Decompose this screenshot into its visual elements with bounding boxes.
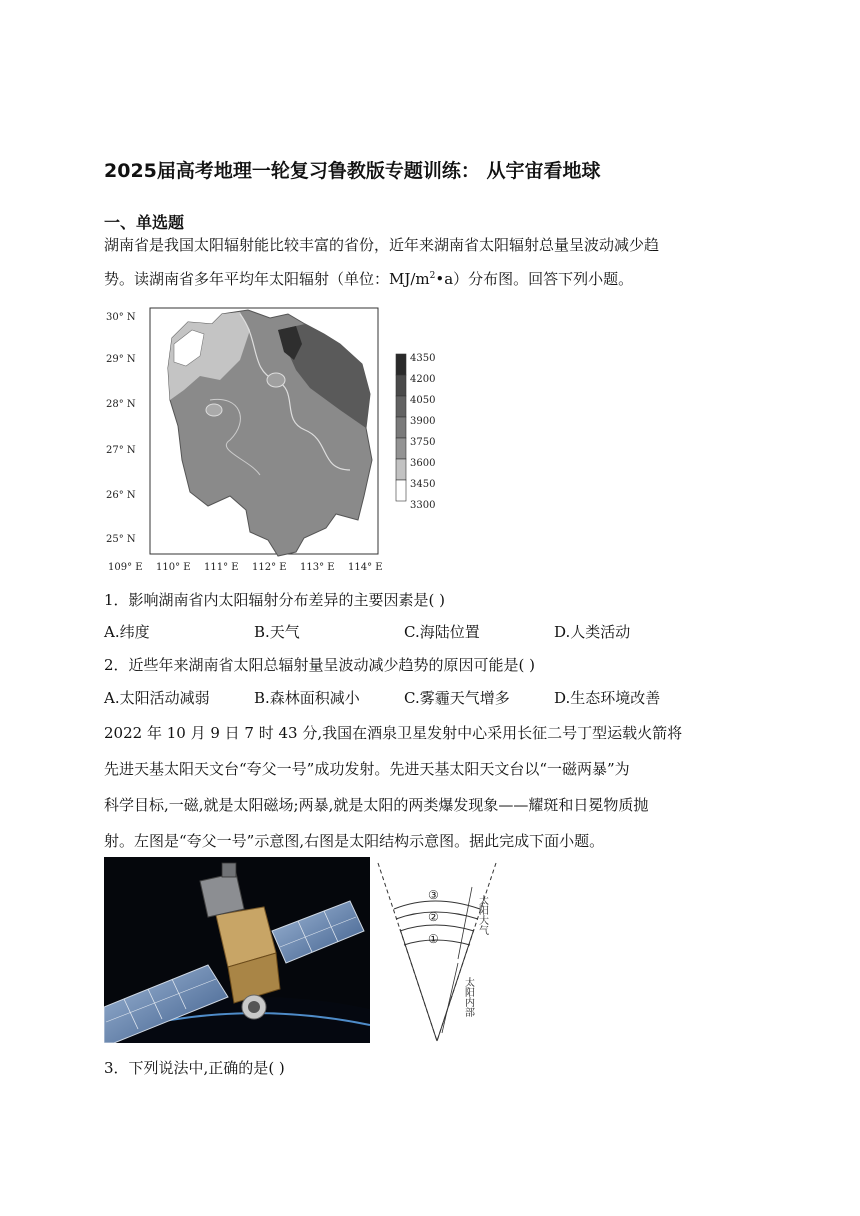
question-1-stem: 1．影响湖南省内太阳辐射分布差异的主要因素是( )	[104, 591, 446, 609]
unit-superscript: 2	[429, 271, 436, 281]
layer-label: ①	[428, 932, 439, 946]
sun-structure-diagram	[372, 857, 512, 1045]
page-title: 2025届高考地理一轮复习鲁教版专题训练： 从宇宙看地球	[104, 160, 601, 182]
lon-label: 110° E	[156, 562, 191, 573]
atmosphere-bracket	[458, 887, 472, 959]
q1-option-d[interactable]: D.人类活动	[554, 623, 631, 641]
lon-label: 113° E	[300, 562, 335, 573]
q2-option-a[interactable]: A.太阳活动减弱	[104, 689, 210, 707]
legend-label: 3450	[410, 479, 436, 490]
q1-option-a[interactable]: A.纬度	[104, 623, 150, 641]
legend-label: 3300	[410, 500, 436, 511]
contour-ring	[206, 404, 222, 416]
lat-label: 29° N	[106, 354, 136, 365]
lon-label: 109° E	[108, 562, 143, 573]
map-legend	[396, 353, 435, 511]
intro-paragraph-2	[104, 715, 754, 859]
intro-line: 2022 年 10 月 9 日 7 时 43 分,我国在酒泉卫星发射中心采用长征二号丁型运载火箭将	[104, 724, 683, 742]
legend-label: 4350	[410, 353, 436, 364]
intro-line: 射。左图是“夸父一号”示意图,右图是太阳结构示意图。据此完成下面小题。	[104, 832, 605, 850]
lon-label: 111° E	[204, 562, 239, 573]
lon-label: 114° E	[348, 562, 383, 573]
solar-radiation-map	[100, 300, 450, 580]
intro-line: 湖南省是我国太阳辐射能比较丰富的省份，近年来湖南省太阳辐射总量呈波动减少趋	[104, 236, 660, 254]
intro-line	[104, 261, 754, 295]
q2-option-b[interactable]: B.森林面积减小	[254, 689, 360, 707]
lat-label: 28° N	[106, 399, 136, 410]
legend-label: 3900	[410, 416, 436, 427]
legend-label: 4050	[410, 395, 436, 406]
interior-bracket	[442, 963, 458, 1033]
intro-line: 科学目标,一磁,就是太阳磁场;两暴,就是太阳的两类爆发现象——耀斑和日冕物质抛	[104, 796, 649, 814]
atmosphere-label: 太阳大气	[476, 895, 488, 935]
intro-line: 先进天基太阳天文台“夸父一号”成功发射。先进天基太阳天文台以“一磁两暴”为	[104, 760, 630, 778]
lat-label: 25° N	[106, 534, 136, 545]
layer-boundary	[400, 925, 474, 931]
legend-label: 3600	[410, 458, 436, 469]
lat-label: 26° N	[106, 490, 136, 501]
interior-label: 太阳内部	[462, 977, 474, 1017]
layer-label: ③	[428, 888, 439, 902]
intro-paragraph-1	[104, 230, 754, 295]
layer-label: ②	[428, 910, 439, 924]
layer-boundary	[394, 901, 480, 909]
q1-option-c[interactable]: C.海陆位置	[404, 623, 480, 641]
lat-label: 27° N	[106, 445, 136, 456]
contour-ring	[267, 373, 285, 387]
legend-label: 3750	[410, 437, 436, 448]
q2-option-d[interactable]: D.生态环境改善	[554, 689, 661, 707]
lon-label: 112° E	[252, 562, 287, 573]
intro-text: •a）分布图。回答下列小题。	[435, 270, 634, 288]
intro-text: 势。读湖南省多年平均年太阳辐射（单位：MJ/m	[104, 270, 430, 288]
q2-option-c[interactable]: C.雾霾天气增多	[404, 689, 510, 707]
q1-option-b[interactable]: B.天气	[254, 623, 300, 641]
legend-label: 4200	[410, 374, 436, 385]
kuafu-satellite-image	[104, 857, 370, 1043]
question-2-stem: 2．近些年来湖南省太阳总辐射量呈波动减少趋势的原因可能是( )	[104, 656, 536, 674]
lat-label: 30° N	[106, 312, 136, 323]
telescope-module	[200, 873, 244, 917]
section-heading: 一、单选题	[104, 213, 185, 232]
question-3-stem: 3．下列说法中,正确的是( )	[104, 1059, 285, 1077]
